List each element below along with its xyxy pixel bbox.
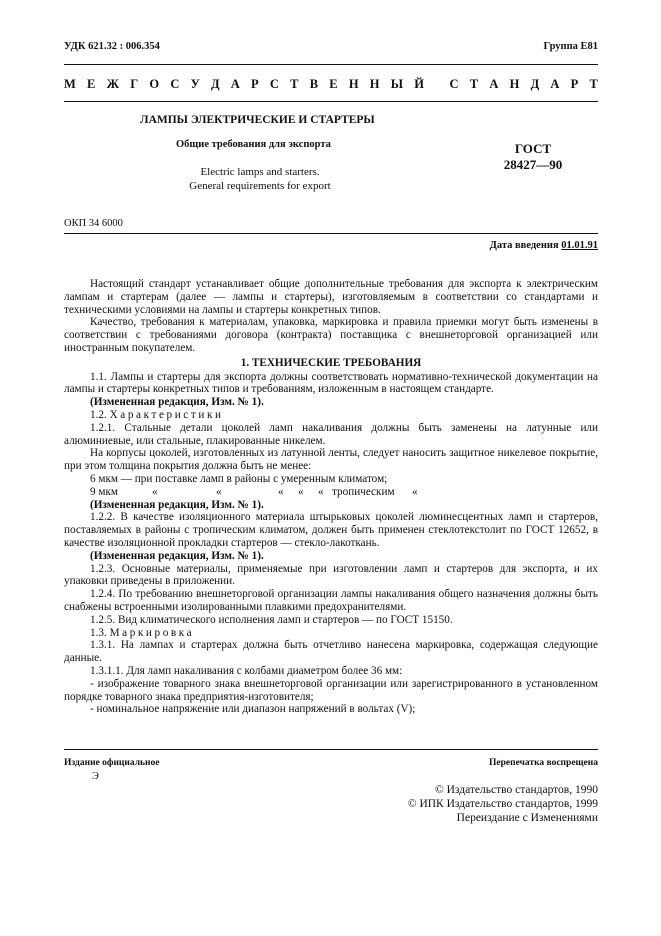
gost-designation [488,141,578,173]
banner-letter: Н [369,77,380,91]
banner-letter: Е [329,77,338,91]
banner-letter: Н [509,77,520,91]
coating-cell: тропическим [332,485,395,498]
banner-letter: С [449,77,459,91]
udk-code: УДК 621.32 : 006.354 [64,41,160,52]
paragraph: Настоящий стандарт устанавливает общие дополнительные требования для экспорта к электрическим лампам и стартерам (далее — лампы и стартеры), изготовляемым в соответствии со стандартами и техническими условиями на лампы и стартеры конкретных типов. [64,278,598,316]
banner-letter: С [269,77,279,91]
english-title-line: Electric lamps and starters. [200,166,320,178]
amendment-note: (Измененная редакция, Изм. № 1). [90,498,264,511]
paragraph: 1.2.4. По требованию внешнеторговой организации лампы накаливания общего назначения должны быть снабжены встроенными изолированными плавкими предохранителями. [64,588,598,613]
document-body [64,278,598,716]
top-rule [64,64,598,65]
banner-letter: Д [530,77,540,91]
amendment-note: (Измененная редакция, Изм. № 1). [90,396,264,409]
banner-letter: А [230,77,240,91]
banner-letter: Н [348,77,359,91]
coating-cell: 9 мкм [90,485,118,498]
subsection-heading [64,409,598,422]
banner-letter: Р [570,77,579,91]
coating-cell: « [216,485,222,498]
list-item: - номинальное напряжение или диапазон напряжений в вольтах (V); [90,703,416,716]
banner-letter: Т [469,77,479,91]
paragraph: 1.2.1. Стальные детали цоколей ламп накаливания должны быть заменены на латунные или алюминиевые, или стальные, плакированные никелем. [64,421,598,447]
document-title: ЛАМПЫ ЭЛЕКТРИЧЕСКИЕ И СТАРТЕРЫ [140,114,375,126]
reprint-notice: Перепечатка воспрещена [488,758,598,768]
banner-gap [435,77,438,92]
amendment-note: (Измененная редакция, Изм. № 1). [90,549,264,562]
copyright-line: © ИПК Издательство стандартов, 1999 [407,798,598,810]
banner-letter: А [550,77,560,91]
banner-letter: С [170,77,180,91]
effective-date-label: Дата введения [489,240,559,251]
paragraph: 1.2.5. Вид климатического исполнения ламп и стартеров — по ГОСТ 15150. [90,613,453,626]
official-edition: Издание официальное [64,758,160,768]
edition-mark: Э [92,771,99,782]
banner-letter: Д [210,77,220,91]
effective-date-value: 01.01.91 [561,240,598,251]
banner-letter: В [309,77,319,91]
subsection-title: Характеристики [109,408,224,421]
coating-cell: « [152,485,158,498]
okp-code: ОКП 34 6000 [64,218,123,229]
paragraph: Качество, требования к материалам, упаковка, маркировка и правила приемки могут быть изменены в соответствии с требованиями договора (контракта) поставщика с внешнеторговой организацией или иностранным покупателем. [64,316,598,354]
paragraph: 1.2.2. В качестве изоляционного материала штырьковых цоколей люминесцентных ламп и стартеров, поставляемых в районы с тропическим климатом, должен быть применен стеклотекстолит по ГОСТ 12652, в качестве изоляционной прокладки стартеров — стекло-лакоткань. [64,511,598,549]
banner-letter: О [149,77,160,91]
coating-line [64,486,598,499]
coating-cell: « [318,485,324,498]
banner-letter: А [489,77,499,91]
interstate-standard-banner [64,77,598,92]
subsection-heading [64,627,598,640]
banner-letter: Г [130,77,139,91]
coating-cell: « [412,485,418,498]
subsection-number: 1.3. [90,626,107,639]
coating-cell: « [298,485,304,498]
copyright-line: © Издательство стандартов, 1990 [434,784,598,796]
paragraph: 1.1. Лампы и стартеры для экспорта должны соответствовать нормативно-технической документации на лампы и стартеры конкретных типов и требованиям, изложенным в настоящем стандарте. [64,370,598,396]
footer-rule [64,749,598,750]
banner-letter: М [64,77,76,91]
paragraph: 1.3.1. На лампах и стартерах должна быть отчетливо нанесена маркировка, содержащая следующие данные. [64,639,598,665]
banner-letter: Й [414,77,424,91]
banner-letter: Т [290,77,299,91]
coating-cell: « [278,485,284,498]
banner-rule [64,101,598,102]
copyright-block [408,783,598,825]
banner-letter: Ы [390,77,404,91]
okp-rule [64,233,598,234]
document-subtitle: Общие требования для экспорта [176,139,331,150]
paragraph: На корпусы цоколей, изготовленных из латунной ленты, следует наносить защитное никелевое покрытие, при этом толщина покрытия должна быть не менее: [64,447,598,473]
english-title [140,165,380,193]
banner-letter: Р [251,77,259,91]
reissue-note: Переиздание с Изменениями [456,812,598,824]
paragraph: 1.3.1.1. Для ламп накаливания с колбами диаметром более 36 мм: [90,664,403,677]
banner-letter: Т [589,77,598,91]
coating-line: 6 мкм — при поставке ламп в районы с умеренным климатом; [90,472,388,485]
english-title-line: General requirements for export [189,180,331,192]
banner-letter: Е [87,77,96,91]
section-heading: 1. ТЕХНИЧЕСКИЕ ТРЕБОВАНИЯ [240,356,422,369]
paragraph: 1.2.3. Основные материалы, применяемые при изготовлении ламп и стартеров для экспорта, и их упаковки приведены в приложении. [64,562,598,588]
list-item: - изображение товарного знака внешнеторговой организации или зарегистрированного в установленном порядке товарного знака предприятия-изготовителя; [64,677,598,703]
subsection-title: Маркировка [109,626,195,639]
banner-letter: Ж [106,77,119,91]
gost-label: ГОСТ [514,141,552,156]
effective-date [490,240,598,251]
subsection-number: 1.2. [90,408,107,421]
group-code: Группа Е81 [543,41,598,52]
banner-letter: У [190,77,200,91]
gost-number: 28427—90 [503,157,563,172]
